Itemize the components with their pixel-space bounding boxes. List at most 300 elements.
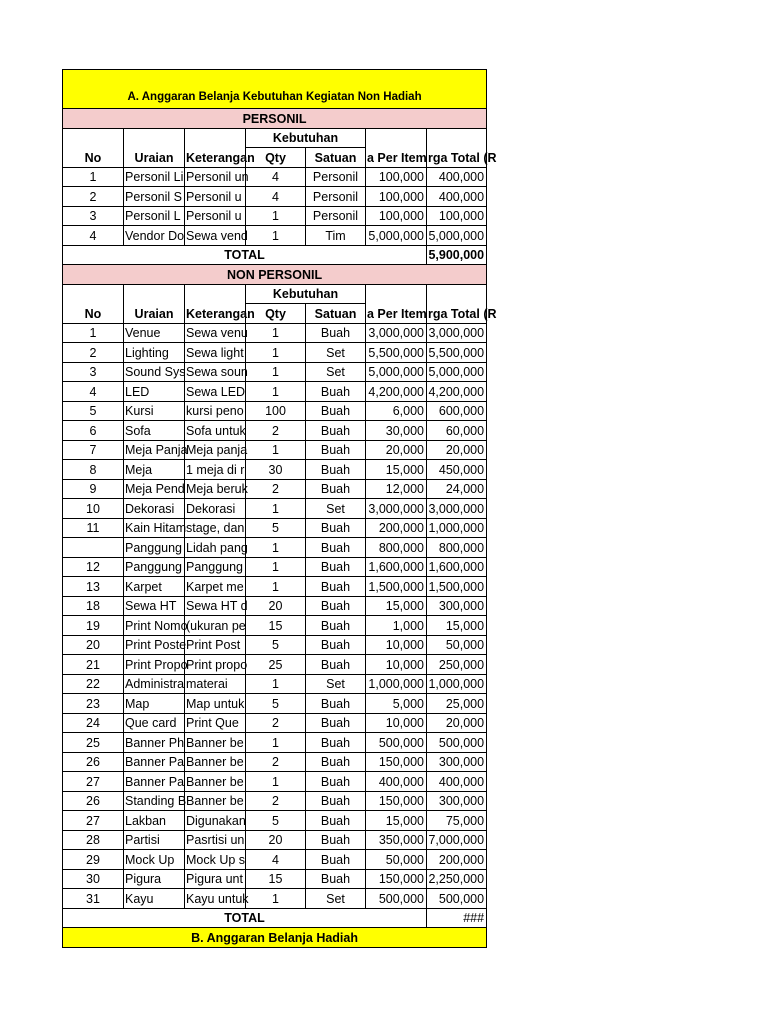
non-personil-total-value[interactable]: ### [427,908,487,928]
cell-keterangan[interactable]: Mock Up s [185,850,246,870]
cell-qty[interactable]: 4 [246,187,306,207]
cell-qty[interactable]: 15 [246,616,306,636]
cell-harga-per-item[interactable]: 1,600,000 [366,557,427,577]
cell-qty[interactable]: 1 [246,889,306,909]
header-keterangan[interactable]: Keterangan [185,128,246,167]
cell-keterangan[interactable]: (ukuran pe [185,616,246,636]
cell-no[interactable]: 31 [63,889,124,909]
cell-keterangan[interactable]: Print Post [185,635,246,655]
cell-no[interactable]: 20 [63,635,124,655]
cell-uraian[interactable]: Sewa HT [124,596,185,616]
cell-harga-per-item[interactable]: 1,000,000 [366,674,427,694]
np-header-harga-total[interactable]: rga Total (R [427,284,487,323]
cell-harga-per-item[interactable]: 5,500,000 [366,343,427,363]
cell-harga-per-item[interactable]: 150,000 [366,869,427,889]
cell-harga-total[interactable]: 200,000 [427,850,487,870]
cell-uraian[interactable]: Que card [124,713,185,733]
cell-uraian[interactable]: Map [124,694,185,714]
cell-harga-per-item[interactable]: 15,000 [366,460,427,480]
cell-uraian[interactable]: Lakban [124,811,185,831]
cell-satuan[interactable]: Personil [306,206,366,226]
header-kebutuhan[interactable]: Kebutuhan [246,128,366,148]
table-row [63,577,487,597]
cell-keterangan[interactable]: Sewa LED [185,382,246,402]
cell-uraian[interactable]: Lighting [124,343,185,363]
cell-no[interactable]: 26 [63,791,124,811]
cell-harga-per-item[interactable]: 500,000 [366,733,427,753]
spreadsheet [62,69,497,948]
cell-uraian[interactable]: Meja Pend [124,479,185,499]
cell-uraian[interactable]: Sofa [124,421,185,441]
cell-no[interactable]: 11 [63,518,124,538]
cell-qty[interactable]: 1 [246,362,306,382]
cell-no[interactable]: 13 [63,577,124,597]
cell-keterangan[interactable]: Personil u [185,187,246,207]
cell-harga-per-item[interactable]: 3,000,000 [366,499,427,519]
cell-harga-per-item[interactable]: 10,000 [366,655,427,675]
cell-harga-total[interactable]: 75,000 [427,811,487,831]
cell-keterangan[interactable]: stage, dan [185,518,246,538]
cell-harga-per-item[interactable]: 200,000 [366,518,427,538]
cell-harga-total[interactable]: 3,000,000 [427,323,487,343]
cell-qty[interactable]: 100 [246,401,306,421]
cell-qty[interactable]: 5 [246,694,306,714]
cell-satuan[interactable]: Buah [306,557,366,577]
cell-uraian[interactable]: Partisi [124,830,185,850]
cell-uraian[interactable]: Standing B [124,791,185,811]
cell-satuan[interactable]: Buah [306,830,366,850]
cell-no[interactable]: 7 [63,440,124,460]
cell-keterangan[interactable]: Panggung [185,557,246,577]
cell-harga-total[interactable]: 450,000 [427,460,487,480]
cell-keterangan[interactable]: Meja panja [185,440,246,460]
np-header-qty[interactable]: Qty [246,304,306,324]
cell-no[interactable]: 27 [63,811,124,831]
cell-uraian[interactable]: Karpet [124,577,185,597]
cell-no[interactable]: 1 [63,323,124,343]
np-header-kebutuhan[interactable]: Kebutuhan [246,284,366,304]
personil-section-title[interactable]: PERSONIL [63,109,487,129]
cell-no[interactable]: 19 [63,616,124,636]
cell-uraian[interactable]: Banner Ph [124,733,185,753]
table-row [63,382,487,402]
cell-harga-per-item[interactable]: 50,000 [366,850,427,870]
cell-qty[interactable]: 1 [246,674,306,694]
cell-no[interactable]: 27 [63,772,124,792]
cell-no[interactable]: 6 [63,421,124,441]
cell-harga-total[interactable]: 300,000 [427,752,487,772]
cell-satuan[interactable]: Buah [306,811,366,831]
non-personil-section-title[interactable]: NON PERSONIL [63,265,487,285]
non-personil-total-label[interactable]: TOTAL [63,908,427,928]
cell-harga-per-item[interactable]: 3,000,000 [366,323,427,343]
cell-qty[interactable]: 5 [246,811,306,831]
cell-harga-total[interactable]: 2,250,000 [427,869,487,889]
cell-qty[interactable]: 20 [246,596,306,616]
header-uraian[interactable]: Uraian [124,128,185,167]
cell-uraian[interactable]: Meja [124,460,185,480]
cell-keterangan[interactable]: Banner be [185,791,246,811]
cell-harga-total[interactable]: 300,000 [427,596,487,616]
np-header-satuan[interactable]: Satuan [306,304,366,324]
cell-satuan[interactable]: Buah [306,421,366,441]
cell-no[interactable]: 10 [63,499,124,519]
cell-no[interactable]: 1 [63,167,124,187]
cell-satuan[interactable]: Buah [306,382,366,402]
cell-harga-per-item[interactable]: 150,000 [366,791,427,811]
table-row [63,713,487,733]
table-row [63,226,487,246]
cell-qty[interactable]: 2 [246,421,306,441]
cell-satuan[interactable]: Buah [306,791,366,811]
cell-satuan[interactable]: Buah [306,616,366,636]
np-header-uraian[interactable]: Uraian [124,284,185,323]
cell-harga-per-item[interactable]: 1,000 [366,616,427,636]
cell-satuan[interactable]: Buah [306,752,366,772]
cell-no[interactable]: 22 [63,674,124,694]
cell-harga-total[interactable]: 1,000,000 [427,518,487,538]
cell-satuan[interactable]: Set [306,343,366,363]
cell-harga-total[interactable]: 4,200,000 [427,382,487,402]
cell-keterangan[interactable]: Banner be [185,772,246,792]
cell-uraian[interactable]: Personil S [124,187,185,207]
table-row [63,694,487,714]
cell-harga-per-item[interactable]: 5,000,000 [366,226,427,246]
cell-harga-per-item[interactable]: 15,000 [366,596,427,616]
cell-no[interactable]: 12 [63,557,124,577]
table-body [63,70,497,948]
cell-no[interactable]: 5 [63,401,124,421]
table-row [63,479,487,499]
cell-no[interactable]: 2 [63,187,124,207]
cell-uraian[interactable]: Administra [124,674,185,694]
cell-satuan[interactable]: Set [306,362,366,382]
cell-qty[interactable]: 1 [246,382,306,402]
cell-keterangan[interactable]: Banner be [185,733,246,753]
table-row [63,772,487,792]
table-row [63,596,487,616]
cell-qty[interactable]: 4 [246,850,306,870]
cell-uraian[interactable]: Print Poste [124,635,185,655]
cell-harga-per-item[interactable]: 12,000 [366,479,427,499]
cell-uraian[interactable]: Venue [124,323,185,343]
cell-no[interactable]: 30 [63,869,124,889]
cell-satuan[interactable]: Buah [306,655,366,675]
cell-harga-per-item[interactable]: 5,000 [366,694,427,714]
cell-keterangan[interactable]: Dekorasi [185,499,246,519]
cell-satuan[interactable]: Tim [306,226,366,246]
cell-keterangan[interactable]: Pasrtisi un [185,830,246,850]
cell-satuan[interactable]: Buah [306,518,366,538]
cell-qty[interactable]: 1 [246,733,306,753]
cell-satuan[interactable]: Buah [306,733,366,753]
cell-uraian[interactable]: Mock Up [124,850,185,870]
cell-harga-total[interactable]: 400,000 [427,167,487,187]
cell-satuan[interactable]: Buah [306,323,366,343]
table-row [63,362,487,382]
cell-uraian[interactable]: Dekorasi [124,499,185,519]
cell-uraian[interactable]: Pigura [124,869,185,889]
cell-harga-total[interactable]: 100,000 [427,206,487,226]
cell-harga-total[interactable]: 20,000 [427,440,487,460]
cell-harga-per-item[interactable]: 30,000 [366,421,427,441]
cell-qty[interactable]: 5 [246,635,306,655]
table-row [63,850,487,870]
cell-no[interactable]: 3 [63,206,124,226]
cell-satuan[interactable]: Buah [306,538,366,558]
cell-qty[interactable]: 15 [246,869,306,889]
cell-qty[interactable]: 1 [246,440,306,460]
cell-satuan[interactable]: Set [306,499,366,519]
title-b-row [63,928,487,948]
cell-harga-per-item[interactable]: 10,000 [366,635,427,655]
cell-satuan[interactable]: Buah [306,869,366,889]
personil-section-row [63,109,487,129]
title-a[interactable]: A. Anggaran Belanja Kebutuhan Kegiatan Non Hadiah [63,70,487,109]
cell-harga-per-item[interactable]: 10,000 [366,713,427,733]
cell-harga-per-item[interactable]: 150,000 [366,752,427,772]
cell-keterangan[interactable]: Meja beruk [185,479,246,499]
cell-no[interactable]: 24 [63,713,124,733]
cell-keterangan[interactable]: Personil u [185,206,246,226]
cell-satuan[interactable]: Buah [306,596,366,616]
cell-keterangan[interactable]: Banner be [185,752,246,772]
table-row [63,889,487,909]
cell-qty[interactable]: 2 [246,752,306,772]
cell-harga-total[interactable]: 15,000 [427,616,487,636]
cell-qty[interactable]: 20 [246,830,306,850]
table-row [63,323,487,343]
table-row [63,343,487,363]
cell-uraian[interactable]: Kain Hitam [124,518,185,538]
cell-harga-per-item[interactable]: 4,200,000 [366,382,427,402]
header-harga-total[interactable]: rga Total (R [427,128,487,167]
cell-no[interactable]: 25 [63,733,124,753]
table-row [63,499,487,519]
cell-harga-per-item[interactable]: 100,000 [366,167,427,187]
table-row [63,752,487,772]
cell-harga-per-item[interactable]: 500,000 [366,889,427,909]
cell-uraian[interactable]: Banner Pa [124,752,185,772]
cell-qty[interactable]: 1 [246,577,306,597]
cell-keterangan[interactable]: Sewa vend [185,226,246,246]
cell-uraian[interactable]: Meja Panja [124,440,185,460]
cell-satuan[interactable]: Set [306,889,366,909]
cell-no[interactable]: 3 [63,362,124,382]
cell-harga-total[interactable]: 250,000 [427,655,487,675]
cell-no[interactable]: 18 [63,596,124,616]
cell-satuan[interactable]: Buah [306,850,366,870]
cell-qty[interactable]: 1 [246,206,306,226]
cell-satuan[interactable]: Buah [306,460,366,480]
cell-keterangan[interactable]: materai [185,674,246,694]
table-row [63,674,487,694]
cell-no[interactable]: 8 [63,460,124,480]
cell-qty[interactable]: 1 [246,557,306,577]
cell-no[interactable]: 4 [63,382,124,402]
cell-keterangan[interactable]: Karpet me [185,577,246,597]
cell-harga-total[interactable]: 600,000 [427,401,487,421]
cell-satuan[interactable]: Buah [306,635,366,655]
cell-harga-per-item[interactable]: 400,000 [366,772,427,792]
cell-harga-total[interactable]: 25,000 [427,694,487,714]
table-row [63,869,487,889]
table-row [63,811,487,831]
cell-harga-per-item[interactable]: 350,000 [366,830,427,850]
cell-keterangan[interactable]: Sewa light [185,343,246,363]
cell-harga-total[interactable]: 1,600,000 [427,557,487,577]
cell-harga-total[interactable]: 50,000 [427,635,487,655]
cell-satuan[interactable]: Buah [306,694,366,714]
cell-harga-total[interactable]: 500,000 [427,733,487,753]
cell-harga-total[interactable]: 20,000 [427,713,487,733]
cell-harga-total[interactable]: 5,000,000 [427,226,487,246]
cell-harga-total[interactable]: 24,000 [427,479,487,499]
cell-qty[interactable]: 1 [246,343,306,363]
cell-keterangan[interactable]: Sewa venu [185,323,246,343]
cell-no[interactable]: 26 [63,752,124,772]
table-row [63,655,487,675]
cell-harga-total[interactable]: 5,000,000 [427,362,487,382]
cell-qty[interactable]: 1 [246,323,306,343]
cell-qty[interactable]: 5 [246,518,306,538]
cell-keterangan[interactable]: Sewa soun [185,362,246,382]
non-personil-group-header-row [63,284,487,304]
cell-uraian[interactable]: Vendor Do [124,226,185,246]
cell-keterangan[interactable]: Print Que [185,713,246,733]
table-row [63,557,487,577]
np-header-harga-per-item[interactable]: a Per Item [366,284,427,323]
np-header-no[interactable]: No [63,284,124,323]
table-row [63,830,487,850]
table-row [63,460,487,480]
cell-uraian[interactable]: LED [124,382,185,402]
cell-keterangan[interactable]: 1 meja di r [185,460,246,480]
cell-satuan[interactable]: Buah [306,577,366,597]
cell-no[interactable]: 23 [63,694,124,714]
table-row [63,167,487,187]
non-personil-total-row [63,908,487,928]
cell-satuan[interactable]: Set [306,674,366,694]
personil-total-label[interactable]: TOTAL [63,245,427,265]
cell-satuan[interactable]: Buah [306,401,366,421]
cell-harga-per-item[interactable]: 6,000 [366,401,427,421]
cell-satuan[interactable]: Personil [306,187,366,207]
cell-uraian[interactable]: Kayu [124,889,185,909]
budget-table [62,69,497,948]
cell-harga-per-item[interactable]: 20,000 [366,440,427,460]
cell-keterangan[interactable]: Print propo [185,655,246,675]
cell-keterangan[interactable]: Kayu untuk [185,889,246,909]
cell-no[interactable]: 21 [63,655,124,675]
cell-qty[interactable]: 30 [246,460,306,480]
cell-harga-total[interactable]: 300,000 [427,791,487,811]
cell-qty[interactable]: 1 [246,499,306,519]
cell-keterangan[interactable]: Pigura unt [185,869,246,889]
cell-harga-total[interactable]: 500,000 [427,889,487,909]
cell-uraian[interactable]: Print Propo [124,655,185,675]
cell-no[interactable]: 2 [63,343,124,363]
header-harga-per-item[interactable]: a Per Item [366,128,427,167]
cell-keterangan[interactable]: Map untuk [185,694,246,714]
cell-qty[interactable]: 2 [246,479,306,499]
cell-satuan[interactable]: Buah [306,713,366,733]
cell-no[interactable]: 29 [63,850,124,870]
title-b[interactable]: B. Anggaran Belanja Hadiah [63,928,487,948]
cell-satuan[interactable]: Buah [306,440,366,460]
non-personil-section-row [63,265,487,285]
cell-uraian[interactable]: Sound Sys [124,362,185,382]
table-row [63,440,487,460]
cell-uraian[interactable]: Banner Pa [124,772,185,792]
cell-qty[interactable]: 2 [246,791,306,811]
cell-no[interactable]: 4 [63,226,124,246]
cell-harga-total[interactable]: 400,000 [427,187,487,207]
cell-harga-per-item[interactable]: 15,000 [366,811,427,831]
cell-satuan[interactable]: Buah [306,479,366,499]
cell-harga-total[interactable]: 7,000,000 [427,830,487,850]
cell-harga-total[interactable]: 400,000 [427,772,487,792]
cell-harga-total[interactable]: 800,000 [427,538,487,558]
cell-harga-per-item[interactable]: 100,000 [366,187,427,207]
cell-no[interactable]: 28 [63,830,124,850]
cell-satuan[interactable]: Personil [306,167,366,187]
cell-harga-total[interactable]: 1,000,000 [427,674,487,694]
cell-harga-total[interactable]: 60,000 [427,421,487,441]
cell-keterangan[interactable]: Digunakan [185,811,246,831]
cell-qty[interactable]: 1 [246,538,306,558]
cell-harga-per-item[interactable]: 100,000 [366,206,427,226]
table-row [63,616,487,636]
cell-keterangan[interactable]: Sofa untuk [185,421,246,441]
cell-qty[interactable]: 1 [246,772,306,792]
cell-keterangan[interactable]: Lidah pang [185,538,246,558]
table-row [63,401,487,421]
cell-uraian[interactable]: Panggung [124,557,185,577]
cell-satuan[interactable]: Buah [306,772,366,792]
table-row [63,187,487,207]
personil-total-value[interactable]: 5,900,000 [427,245,487,265]
cell-uraian[interactable]: Personil Li [124,167,185,187]
cell-harga-total[interactable]: 1,500,000 [427,577,487,597]
cell-harga-per-item[interactable]: 800,000 [366,538,427,558]
personil-total-row [63,245,487,265]
np-header-keterangan[interactable]: Keterangan [185,284,246,323]
header-no[interactable]: No [63,128,124,167]
cell-uraian[interactable]: Kursi [124,401,185,421]
cell-qty[interactable]: 25 [246,655,306,675]
header-satuan[interactable]: Satuan [306,148,366,168]
cell-harga-per-item[interactable]: 5,000,000 [366,362,427,382]
cell-qty[interactable]: 1 [246,226,306,246]
cell-no[interactable]: 9 [63,479,124,499]
cell-qty[interactable]: 2 [246,713,306,733]
cell-keterangan[interactable]: Sewa HT d [185,596,246,616]
header-qty[interactable]: Qty [246,148,306,168]
cell-harga-total[interactable]: 3,000,000 [427,499,487,519]
table-row [63,518,487,538]
cell-qty[interactable]: 4 [246,167,306,187]
cell-keterangan[interactable]: Personil un [185,167,246,187]
cell-keterangan[interactable]: kursi peno [185,401,246,421]
table-row [63,791,487,811]
cell-uraian[interactable]: Panggung [124,538,185,558]
cell-harga-total[interactable]: 5,500,000 [427,343,487,363]
cell-harga-per-item[interactable]: 1,500,000 [366,577,427,597]
cell-uraian[interactable]: Personil L [124,206,185,226]
cell-uraian[interactable]: Print Nomo [124,616,185,636]
cell-no[interactable] [63,538,124,558]
